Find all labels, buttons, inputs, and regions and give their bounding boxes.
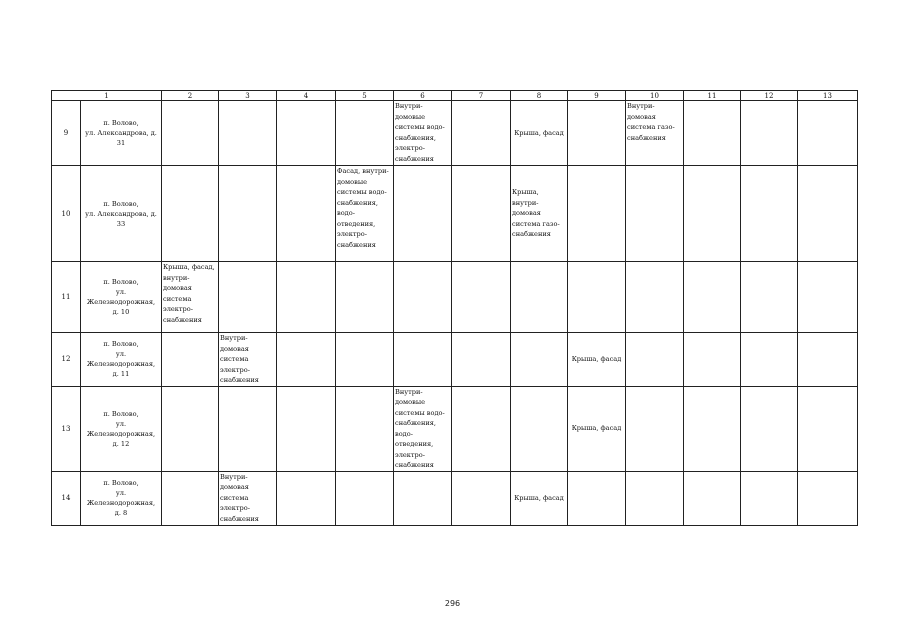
work-cell-col-4 <box>277 262 336 333</box>
work-text: Крыша, фасад <box>514 128 564 137</box>
work-text: Внутри- домовые системы водо- снабжения, водо- отведения, электро- снабжения <box>395 387 445 469</box>
work-cell-col-9 <box>568 262 626 333</box>
work-cell-col-2 <box>162 471 219 525</box>
work-text: Крыша, фасад <box>571 424 622 433</box>
work-cell-col-11 <box>684 386 741 471</box>
column-header-8: 8 <box>511 91 568 101</box>
column-header-3: 3 <box>219 91 277 101</box>
work-cell-col-10 <box>626 101 684 166</box>
work-text: Внутри- домовые системы водо- снабжения, электро- снабжения <box>395 102 445 163</box>
column-header-13: 13 <box>798 91 858 101</box>
row-number: 9 <box>52 101 81 166</box>
address-text: п. Волово, ул. Железнодорожная, д. 11 <box>86 340 156 379</box>
work-cell-col-6 <box>394 471 452 525</box>
work-cell-col-12 <box>741 471 798 525</box>
work-cell-col-9 <box>568 166 626 262</box>
work-cell-col-5 <box>336 333 394 387</box>
work-cell-col-7 <box>452 386 511 471</box>
table-body <box>52 91 858 526</box>
work-cell-col-8 <box>511 166 568 262</box>
work-cell-col-6 <box>394 101 452 166</box>
address-text: п. Волово, ул. Железнодорожная, д. 10 <box>86 278 156 316</box>
work-cell-col-11 <box>684 262 741 333</box>
work-cell-col-8 <box>511 471 568 525</box>
work-cell-col-12 <box>741 262 798 333</box>
table-row <box>52 386 858 471</box>
work-cell-col-3 <box>219 262 277 333</box>
column-header-5: 5 <box>336 91 394 101</box>
work-cell-col-11 <box>684 333 741 387</box>
address-text: п. Волово, ул. Александрова, д. 31 <box>85 119 157 147</box>
work-text: Крыша, фасад, внутри- домовая система электро- снабжения <box>163 263 215 324</box>
work-cell-col-5 <box>336 262 394 333</box>
work-cell-col-2 <box>162 166 219 262</box>
work-cell-col-2 <box>162 262 219 333</box>
work-cell-col-9 <box>568 471 626 525</box>
address-cell <box>81 166 162 262</box>
address-cell <box>81 386 162 471</box>
work-cell-col-6 <box>394 386 452 471</box>
column-header-7: 7 <box>452 91 511 101</box>
work-cell-col-4 <box>277 101 336 166</box>
work-cell-col-11 <box>684 471 741 525</box>
work-cell-col-11 <box>684 101 741 166</box>
address-text: п. Волово, ул. Александрова, д. 33 <box>85 199 157 228</box>
work-cell-col-8 <box>511 333 568 387</box>
work-cell-col-8 <box>511 262 568 333</box>
work-cell-col-10 <box>626 386 684 471</box>
row-number: 11 <box>52 262 81 333</box>
work-text: Крыша, фасад <box>571 355 622 363</box>
work-cell-col-7 <box>452 471 511 525</box>
works-schedule-table <box>51 90 858 526</box>
work-cell-col-2 <box>162 101 219 166</box>
column-header-11: 11 <box>684 91 741 101</box>
work-cell-col-6 <box>394 166 452 262</box>
work-cell-col-4 <box>277 386 336 471</box>
work-cell-col-6 <box>394 333 452 387</box>
column-header-2: 2 <box>162 91 219 101</box>
work-cell-col-12 <box>741 166 798 262</box>
work-text: Внутри- домовая система газо- снабжения <box>627 102 675 142</box>
work-cell-col-3 <box>219 333 277 387</box>
work-cell-col-13 <box>798 471 858 525</box>
row-number: 13 <box>52 386 81 471</box>
work-cell-col-10 <box>626 262 684 333</box>
row-number: 14 <box>52 471 81 525</box>
table-row <box>52 333 858 387</box>
row-number: 10 <box>52 166 81 262</box>
page-number: 296 <box>444 599 461 608</box>
work-cell-col-12 <box>741 101 798 166</box>
work-cell-col-11 <box>684 166 741 262</box>
work-text: Крыша, фасад <box>514 493 564 502</box>
address-cell <box>81 333 162 387</box>
address-cell <box>81 471 162 525</box>
work-cell-col-9 <box>568 101 626 166</box>
work-cell-col-7 <box>452 333 511 387</box>
work-cell-col-12 <box>741 386 798 471</box>
work-cell-col-13 <box>798 333 858 387</box>
work-cell-col-5 <box>336 166 394 262</box>
work-cell-col-7 <box>452 262 511 333</box>
work-cell-col-4 <box>277 471 336 525</box>
work-text: Крыша, внутри- домовая система газо- снабжения <box>512 188 560 239</box>
work-cell-col-3 <box>219 471 277 525</box>
column-header-12: 12 <box>741 91 798 101</box>
work-cell-col-4 <box>277 166 336 262</box>
work-cell-col-5 <box>336 386 394 471</box>
address-text: п. Волово, ул. Железнодорожная, д. 12 <box>86 409 156 448</box>
column-header-4: 4 <box>277 91 336 101</box>
work-cell-col-2 <box>162 386 219 471</box>
work-cell-col-3 <box>219 386 277 471</box>
work-cell-col-12 <box>741 333 798 387</box>
table-row <box>52 166 858 262</box>
table-row <box>52 471 858 525</box>
work-cell-col-6 <box>394 262 452 333</box>
work-cell-col-13 <box>798 262 858 333</box>
work-cell-col-13 <box>798 166 858 262</box>
work-cell-col-8 <box>511 386 568 471</box>
work-text: Фасад, внутри- домовые системы водо- снабжения, водо- отведения, электро- снабжения <box>337 167 389 249</box>
work-cell-col-5 <box>336 101 394 166</box>
work-cell-col-10 <box>626 166 684 262</box>
work-cell-col-8 <box>511 101 568 166</box>
table-row <box>52 101 858 166</box>
work-cell-col-9 <box>568 333 626 387</box>
work-cell-col-10 <box>626 333 684 387</box>
address-text: п. Волово, ул. Железнодорожная, д. 8 <box>86 479 156 517</box>
work-cell-col-3 <box>219 101 277 166</box>
column-header-1: 1 <box>52 91 162 101</box>
work-text: Внутри- домовая система электро- снабжения <box>220 472 259 523</box>
column-header-10: 10 <box>626 91 684 101</box>
work-cell-col-13 <box>798 386 858 471</box>
work-cell-col-7 <box>452 166 511 262</box>
work-cell-col-9 <box>568 386 626 471</box>
header-row <box>52 91 858 101</box>
row-number: 12 <box>52 333 81 387</box>
work-text: Внутри- домовая система электро- снабжения <box>220 334 259 384</box>
work-cell-col-3 <box>219 166 277 262</box>
work-cell-col-10 <box>626 471 684 525</box>
column-header-6: 6 <box>394 91 452 101</box>
work-cell-col-4 <box>277 333 336 387</box>
column-header-9: 9 <box>568 91 626 101</box>
work-cell-col-7 <box>452 101 511 166</box>
address-cell <box>81 262 162 333</box>
work-cell-col-5 <box>336 471 394 525</box>
work-cell-col-13 <box>798 101 858 166</box>
work-cell-col-2 <box>162 333 219 387</box>
table-row <box>52 262 858 333</box>
address-cell <box>81 101 162 166</box>
